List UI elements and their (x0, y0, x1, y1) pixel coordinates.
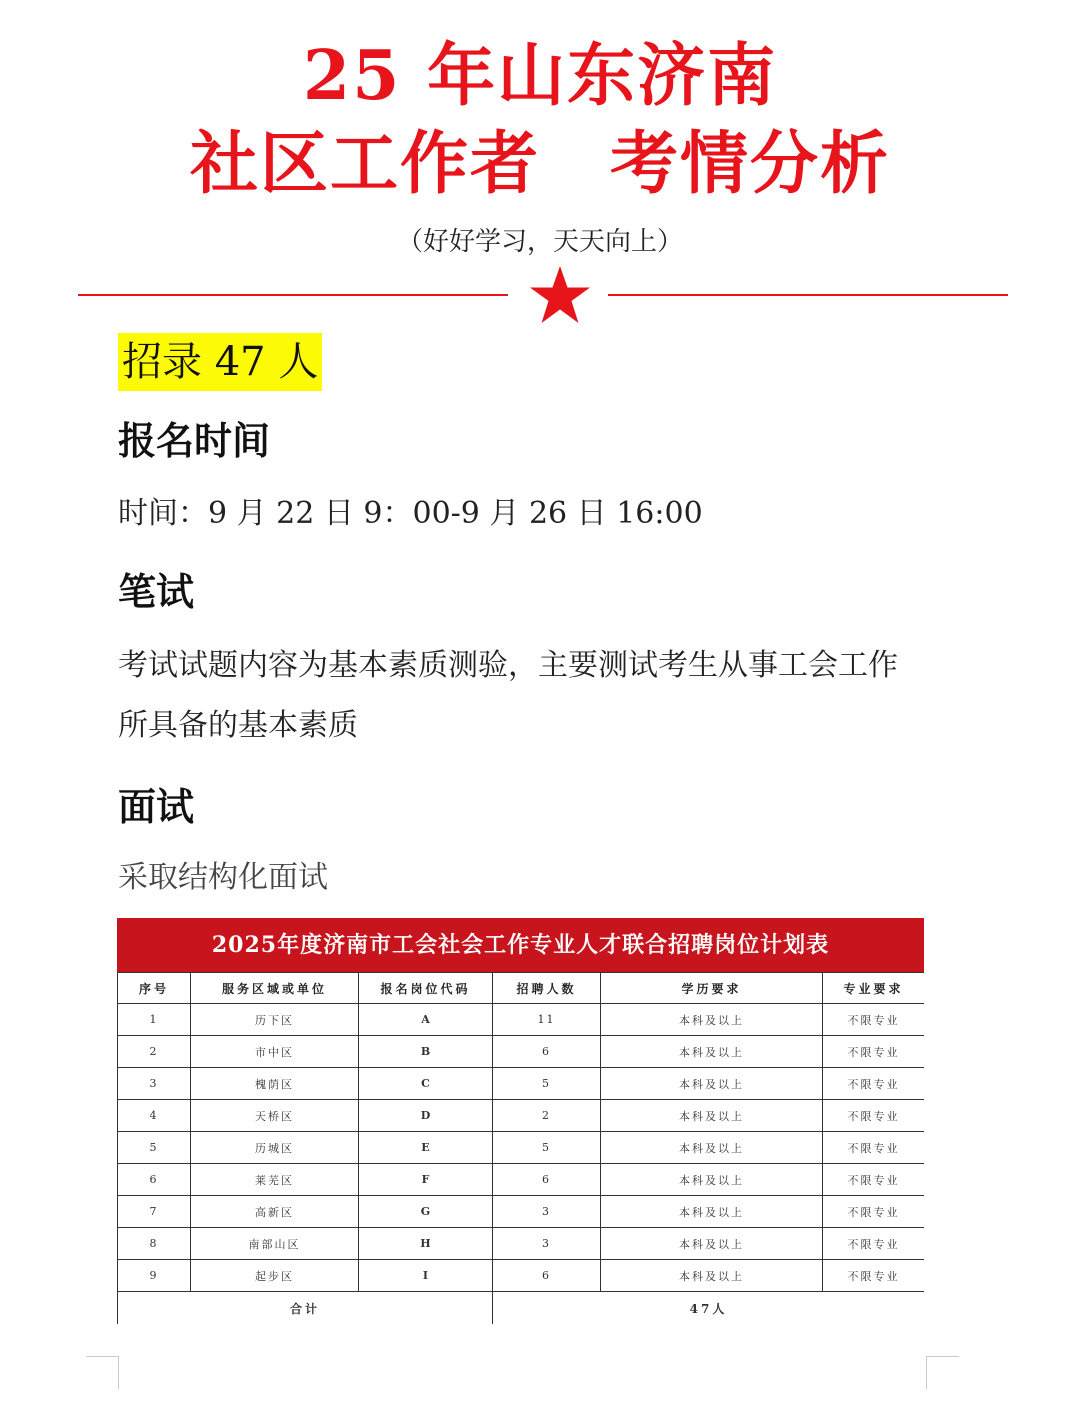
cell-index: 7 (118, 1196, 191, 1228)
divider-left (78, 294, 508, 296)
cell-major: 不限专业 (823, 1164, 925, 1196)
cell-major: 不限专业 (823, 1004, 925, 1036)
page-subtitle: （好好学习，天天向上） (396, 227, 683, 257)
column-header: 报名岗位代码 (359, 973, 493, 1004)
cell-code: F (359, 1164, 493, 1196)
column-header: 招聘人数 (493, 973, 601, 1004)
table-row (118, 1068, 925, 1100)
cell-code: D (359, 1100, 493, 1132)
cell-education: 本科及以上 (601, 1036, 823, 1068)
recruitment-plan-table (117, 918, 924, 1324)
cell-unit: 历城区 (191, 1132, 359, 1164)
plan-table (117, 972, 924, 1324)
cell-index: 2 (118, 1036, 191, 1068)
column-header: 服务区域或单位 (191, 973, 359, 1004)
cell-unit: 南部山区 (191, 1228, 359, 1260)
cell-index: 6 (118, 1164, 191, 1196)
interview-text: 采取结构化面试 (118, 860, 328, 895)
cell-index: 5 (118, 1132, 191, 1164)
written-exam-text-line2: 所具备的基本素质 (118, 708, 358, 743)
cell-count: 6 (493, 1036, 601, 1068)
cell-index: 3 (118, 1068, 191, 1100)
cell-count: 3 (493, 1196, 601, 1228)
page-corner-mark-right (926, 1356, 959, 1389)
written-exam-text-line1: 考试试题内容为基本素质测验，主要测试考生从事工会工作 (118, 648, 898, 683)
cell-count: 3 (493, 1228, 601, 1260)
cell-major: 不限专业 (823, 1260, 925, 1292)
table-row (118, 1100, 925, 1132)
total-value: 47人 (493, 1292, 925, 1325)
cell-major: 不限专业 (823, 1132, 925, 1164)
section-heading-registration: 报名时间 (118, 419, 271, 463)
cell-index: 4 (118, 1100, 191, 1132)
cell-education: 本科及以上 (601, 1132, 823, 1164)
cell-major: 不限专业 (823, 1036, 925, 1068)
table-row (118, 1036, 925, 1068)
cell-unit: 起步区 (191, 1260, 359, 1292)
cell-education: 本科及以上 (601, 1004, 823, 1036)
cell-unit: 天桥区 (191, 1100, 359, 1132)
cell-education: 本科及以上 (601, 1228, 823, 1260)
cell-code: H (359, 1228, 493, 1260)
cell-unit: 市中区 (191, 1036, 359, 1068)
table-row (118, 1004, 925, 1036)
cell-index: 9 (118, 1260, 191, 1292)
page-title-line2 (0, 122, 1080, 206)
cell-count: 2 (493, 1100, 601, 1132)
column-header: 序号 (118, 973, 191, 1004)
cell-count: 5 (493, 1132, 601, 1164)
star-icon (528, 264, 592, 328)
cell-count: 6 (493, 1164, 601, 1196)
cell-major: 不限专业 (823, 1068, 925, 1100)
cell-education: 本科及以上 (601, 1196, 823, 1228)
table-row (118, 1164, 925, 1196)
cell-count: 5 (493, 1068, 601, 1100)
table-row (118, 1196, 925, 1228)
total-label: 合计 (118, 1292, 493, 1325)
cell-index: 1 (118, 1004, 191, 1036)
cell-unit: 槐荫区 (191, 1068, 359, 1100)
cell-code: I (359, 1260, 493, 1292)
table-row (118, 1228, 925, 1260)
divider-right (608, 294, 1008, 296)
page-corner-mark-left (86, 1356, 119, 1389)
table-row (118, 1132, 925, 1164)
page-title-line1: 25 年山东济南 (302, 36, 778, 116)
cell-count: 6 (493, 1260, 601, 1292)
column-header: 学历要求 (601, 973, 823, 1004)
cell-major: 不限专业 (823, 1100, 925, 1132)
cell-education: 本科及以上 (601, 1260, 823, 1292)
cell-major: 不限专业 (823, 1196, 925, 1228)
cell-unit: 莱芜区 (191, 1164, 359, 1196)
cell-code: A (359, 1004, 493, 1036)
cell-education: 本科及以上 (601, 1068, 823, 1100)
section-heading-interview: 面试 (118, 785, 195, 829)
column-header: 专业要求 (823, 973, 925, 1004)
cell-education: 本科及以上 (601, 1100, 823, 1132)
cell-code: E (359, 1132, 493, 1164)
table-row (118, 1260, 925, 1292)
title-line2-left: 社区工作者 (189, 124, 540, 204)
cell-unit: 高新区 (191, 1196, 359, 1228)
table-total-row (118, 1292, 925, 1325)
recruit-count-highlight: 招录 47 人 (118, 333, 322, 391)
cell-unit: 历下区 (191, 1004, 359, 1036)
title-line2-right: 考情分析 (610, 124, 891, 204)
cell-count: 11 (493, 1004, 601, 1036)
cell-major: 不限专业 (823, 1228, 925, 1260)
table-header-row (118, 973, 925, 1004)
cell-index: 8 (118, 1228, 191, 1260)
table-title: 2025年度济南市工会社会工作专业人才联合招聘岗位计划表 (117, 918, 924, 972)
section-heading-written-exam: 笔试 (118, 570, 195, 614)
registration-time-text: 时间：9 月 22 日 9：00-9 月 26 日 16:00 (118, 496, 703, 531)
cell-code: B (359, 1036, 493, 1068)
cell-code: G (359, 1196, 493, 1228)
cell-education: 本科及以上 (601, 1164, 823, 1196)
cell-code: C (359, 1068, 493, 1100)
